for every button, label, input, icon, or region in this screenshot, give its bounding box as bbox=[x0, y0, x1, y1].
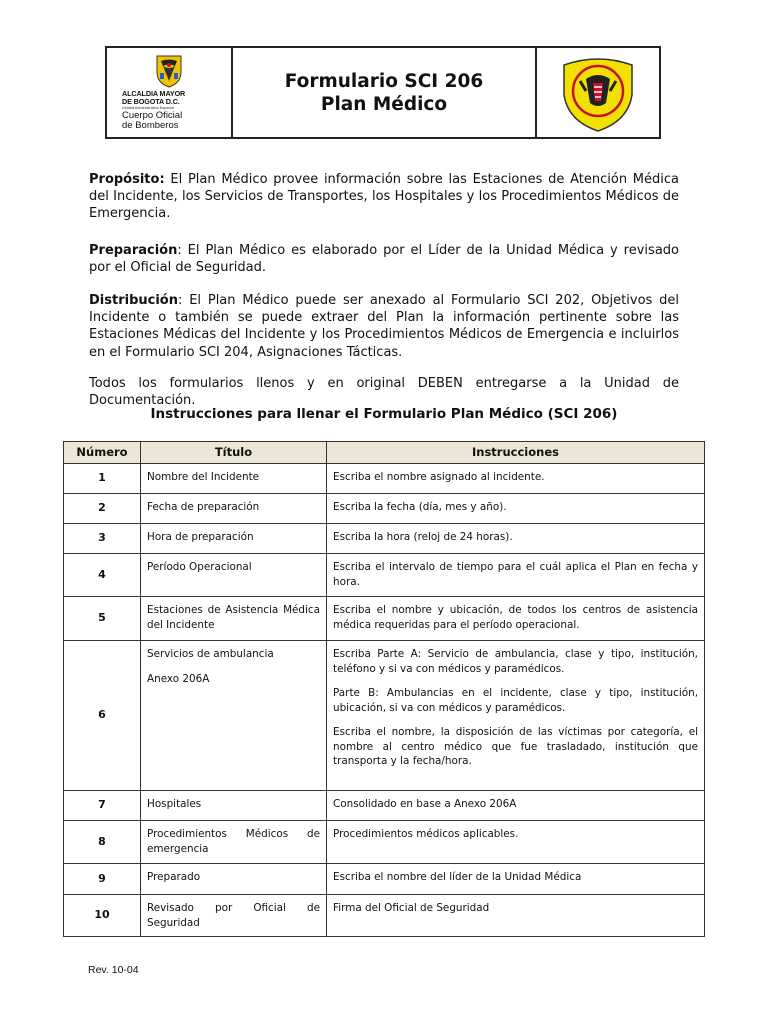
proposito-text: El Plan Médico provee información sobre las Estaciones de Atención Médica del Incidente, los Servicios de Transportes, los Hospitales y los Procedimientos Médicos de Emergencia. bbox=[89, 172, 679, 222]
distribucion-paragraph bbox=[89, 292, 679, 361]
org-line2: DE BOGOTA D.C. bbox=[122, 97, 180, 106]
row-number: 4 bbox=[64, 554, 141, 597]
row-instructions: Consolidado en base a Anexo 206A bbox=[327, 791, 705, 821]
row-instructions: Escriba la hora (reloj de 24 horas). bbox=[327, 524, 705, 554]
revision-footer: Rev. 10-04 bbox=[88, 964, 139, 976]
row-instructions: Escriba el nombre asignado al incidente. bbox=[327, 464, 705, 494]
org-line1: ALCALDIA MAYOR bbox=[122, 89, 186, 98]
table-row bbox=[64, 821, 705, 864]
row-number: 8 bbox=[64, 821, 141, 864]
header-instrucciones: Instrucciones bbox=[327, 442, 705, 464]
row-number: 10 bbox=[64, 895, 141, 937]
section-title: Instrucciones para llenar el Formulario Plan Médico (SCI 206) bbox=[150, 406, 618, 422]
instructions-table bbox=[63, 441, 705, 937]
table-header-row bbox=[64, 442, 705, 464]
row-title: Procedimientos Médicos de emergencia bbox=[141, 821, 327, 864]
proposito-label: Propósito: bbox=[89, 172, 165, 187]
row-number: 6 bbox=[64, 641, 141, 791]
org-line4: Cuerpo Oficial bbox=[122, 110, 183, 121]
row-number: 9 bbox=[64, 864, 141, 895]
form-header bbox=[105, 46, 661, 139]
bogota-coat-of-arms-icon bbox=[154, 54, 184, 88]
table-row bbox=[64, 791, 705, 821]
bomberos-shield-icon bbox=[556, 51, 640, 135]
table-row bbox=[64, 597, 705, 641]
row-title: Nombre del Incidente bbox=[141, 464, 327, 494]
row-instructions-cell bbox=[327, 641, 705, 791]
row-title: Fecha de preparación bbox=[141, 494, 327, 524]
table-row bbox=[64, 895, 705, 937]
org-line3: Unidad Administrativa Especial bbox=[122, 106, 175, 110]
row-number: 7 bbox=[64, 791, 141, 821]
table-row bbox=[64, 641, 705, 791]
table-row bbox=[64, 864, 705, 895]
table-row bbox=[64, 464, 705, 494]
header-numero: Número bbox=[64, 442, 141, 464]
row-title: Servicios de ambulancia bbox=[147, 648, 274, 660]
org-line5: de Bomberos bbox=[122, 120, 179, 131]
table-row bbox=[64, 494, 705, 524]
row-title: Período Operacional bbox=[141, 554, 327, 597]
row-number: 3 bbox=[64, 524, 141, 554]
row-title: Revisado por Oficial de Seguridad bbox=[141, 895, 327, 937]
row-instructions: Escriba el nombre y ubicación, de todos los centros de asistencia médica requeridas para el período operacional. bbox=[327, 597, 705, 641]
row-title-cell bbox=[141, 641, 327, 791]
form-title-line1: Formulario SCI 206 bbox=[284, 70, 484, 92]
row-title: Hospitales bbox=[141, 791, 327, 821]
preparacion-text: : El Plan Médico es elaborado por el Líder de la Unidad Médica y revisado por el Oficial de Seguridad. bbox=[89, 243, 679, 276]
row-instructions-part-b: Parte B: Ambulancias en el incidente, clase y tipo, institución, ubicación, si va con médicos y paramédicos. bbox=[333, 687, 698, 714]
table-row bbox=[64, 524, 705, 554]
row-number: 2 bbox=[64, 494, 141, 524]
alcaldia-logo-text bbox=[122, 90, 216, 131]
row-instructions-part-a: Escriba Parte A: Servicio de ambulancia, clase y tipo, institución, teléfono y si va con médicos y paramédicos. bbox=[333, 648, 698, 675]
row-number: 1 bbox=[64, 464, 141, 494]
preparacion-label: Preparación bbox=[89, 243, 178, 258]
row-instructions-victims: Escriba el nombre, la disposición de las víctimas por categoría, el nombre al centro médico que fue trasladado, institución que transporta y la fecha/hora. bbox=[333, 726, 698, 767]
alcaldia-logo-cell bbox=[107, 48, 233, 137]
header-titulo: Título bbox=[141, 442, 327, 464]
row-instructions: Escriba la fecha (día, mes y año). bbox=[327, 494, 705, 524]
row-title: Preparado bbox=[141, 864, 327, 895]
distribucion-text: : El Plan Médico puede ser anexado al Formulario SCI 202, Objetivos del Incidente o también se puede extraer del Plan la información pertinente sobre las Estaciones Médicas del Incidente y los Procedimientos Médicos de Emergencia e incluirlos en el Formulario SCI 204, Asignaciones Tácticas. bbox=[89, 293, 679, 360]
row-title: Hora de preparación bbox=[141, 524, 327, 554]
preparacion-paragraph bbox=[89, 242, 679, 276]
proposito-paragraph bbox=[89, 171, 679, 223]
row-instructions: Firma del Oficial de Seguridad bbox=[327, 895, 705, 937]
row-title: Estaciones de Asistencia Médica del Incidente bbox=[141, 597, 327, 641]
row-instructions: Procedimientos médicos aplicables. bbox=[327, 821, 705, 864]
table-row bbox=[64, 554, 705, 597]
row-number: 5 bbox=[64, 597, 141, 641]
form-title-line2: Plan Médico bbox=[320, 93, 448, 115]
todos-text: Todos los formularios llenos y en original DEBEN entregarse a la Unidad de Documentación. bbox=[89, 376, 679, 409]
row-instructions: Escriba el nombre del líder de la Unidad Médica bbox=[327, 864, 705, 895]
todos-paragraph bbox=[89, 375, 679, 409]
form-title bbox=[233, 48, 535, 137]
row-title-annex: Anexo 206A bbox=[147, 672, 210, 685]
bomberos-logo-cell bbox=[535, 48, 659, 137]
distribucion-label: Distribución bbox=[89, 293, 178, 308]
row-instructions: Escriba el intervalo de tiempo para el cuál aplica el Plan en fecha y hora. bbox=[327, 554, 705, 597]
